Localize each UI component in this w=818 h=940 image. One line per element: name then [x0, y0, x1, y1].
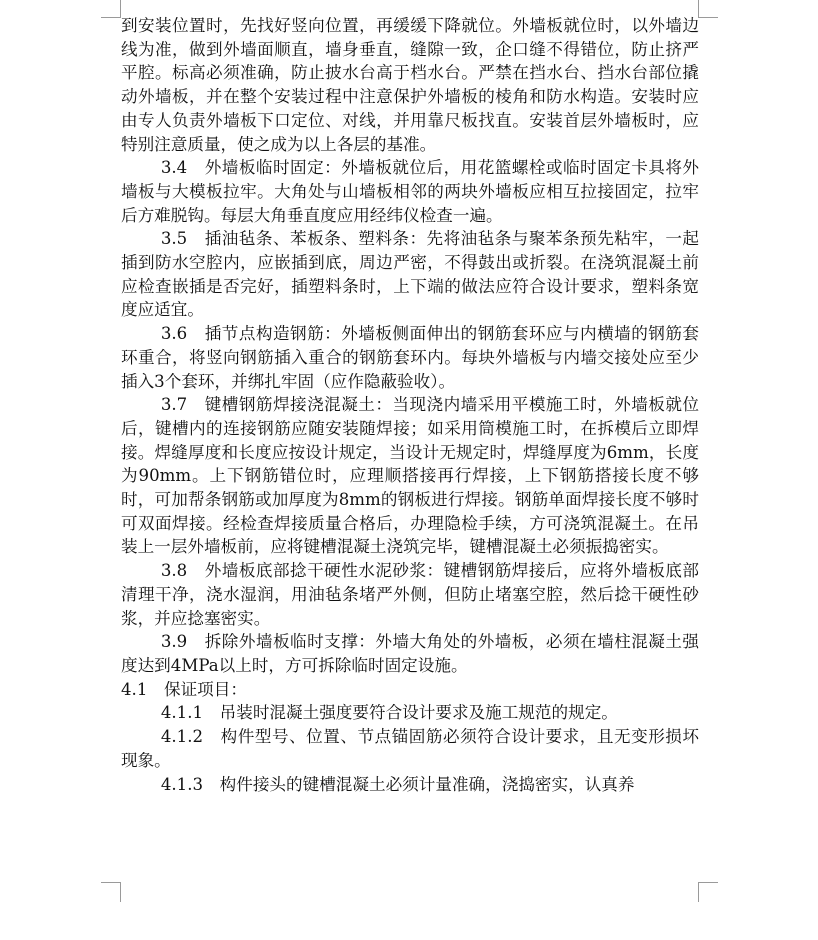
document-body [121, 14, 699, 796]
paragraph-4-1-2: 4.1.2 构件型号、位置、节点锚固筋必须符合设计要求，且无变形损坏现象。 [121, 727, 699, 770]
crop-mark-bottom-right-vertical [698, 882, 699, 902]
paragraph-3-8: 3.8 外墙板底部捻干硬性水泥砂浆：键槽钢筋焊接后，应将外墙板底部清理干净，浇水湿润，用油毡条堵严外侧，但防止堵塞空腔，然后捻干硬性砂浆，并应捻塞密实。 [121, 561, 699, 628]
crop-mark-top-left-horizontal [101, 17, 121, 18]
paragraph-3-9: 3.9 拆除外墙板临时支撑：外墙大角处的外墙板，必须在墙柱混凝土强度达到4MPa以上时，方可拆除临时固定设施。 [121, 632, 699, 675]
paragraph-3-6: 3.6 插节点构造钢筋：外墙板侧面伸出的钢筋套环应与内横墙的钢筋套环重合，将竖向钢筋插入重合的钢筋套环内。每块外墙板与内墙交接处应至少插入3个套环，并绑扎牢固（应作隐蔽验收）。 [121, 324, 699, 391]
crop-mark-bottom-left-vertical [120, 882, 121, 902]
crop-mark-bottom-left-horizontal [101, 882, 121, 883]
paragraph-3-5: 3.5 插油毡条、苯板条、塑料条：先将油毡条与聚苯条预先粘牢，一起插到防水空腔内，应嵌插到底，周边严密，不得鼓出或折裂。在浇筑混凝土前应检查嵌插是否完好，插塑料条时，上下端的做法应符合设计要求，塑料条宽度应适宜。 [121, 229, 699, 320]
paragraph-4-1-3: 4.1.3 构件接头的键槽混凝土必须计量准确，浇捣密实，认真养 [160, 774, 635, 794]
paragraph-3-4: 3.4 外墙板临时固定：外墙板就位后，用花篮螺栓或临时固定卡具将外墙板与大模板拉牢。大角处与山墙板相邻的两块外墙板应相互拉接固定，拉牢后方难脱钩。每层大角垂直度应用经纬仪检查一遍。 [121, 158, 699, 225]
paragraph-3-7: 3.7 键槽钢筋焊接浇混凝土：当现浇内墙采用平模施工时，外墙板就位后，键槽内的连接钢筋应随安装随焊接；如采用筒模施工时，在拆模后立即焊接。焊缝厚度和长度应按设计规定，当设计无规定时，焊缝厚度为6mm，长度为90mm。上下钢筋错位时，应理顺搭接再行焊接，上下钢筋搭接长度不够时，可加帮条钢筋或加厚度为8mm的钢板进行焊接。钢筋单面焊接长度不够时可双面焊接。经检查焊接质量合格后，办理隐检手续，方可浇筑混凝土。在吊装上一层外墙板前，应将键槽混凝土浇筑完毕，键槽混凝土必须振捣密实。 [121, 395, 699, 557]
crop-mark-top-right-horizontal [698, 17, 718, 18]
crop-mark-bottom-right-horizontal [698, 882, 718, 883]
paragraph-installation-continuation: 到安装位置时，先找好竖向位置，再缓缓下降就位。外墙板就位时，以外墙边线为准，做到外墙面顺直，墙身垂直，缝隙一致，企口缝不得错位，防止挤严平腔。标高必须准确，防止披水台高于档水台。严禁在挡水台、挡水台部位撬动外墙板，并在整个安装过程中注意保护外墙板的棱角和防水构造。安装时应由专人负责外墙板下口定位、对线，并用靠尺板找直。安装首层外墙板时，应特别注意质量，使之成为以上各层的基准。 [121, 16, 699, 154]
paragraph-4-1-1: 4.1.1 吊装时混凝土强度要符合设计要求及施工规范的规定。 [160, 703, 618, 723]
section-heading-4-1: 4.1 保证项目： [121, 679, 247, 699]
